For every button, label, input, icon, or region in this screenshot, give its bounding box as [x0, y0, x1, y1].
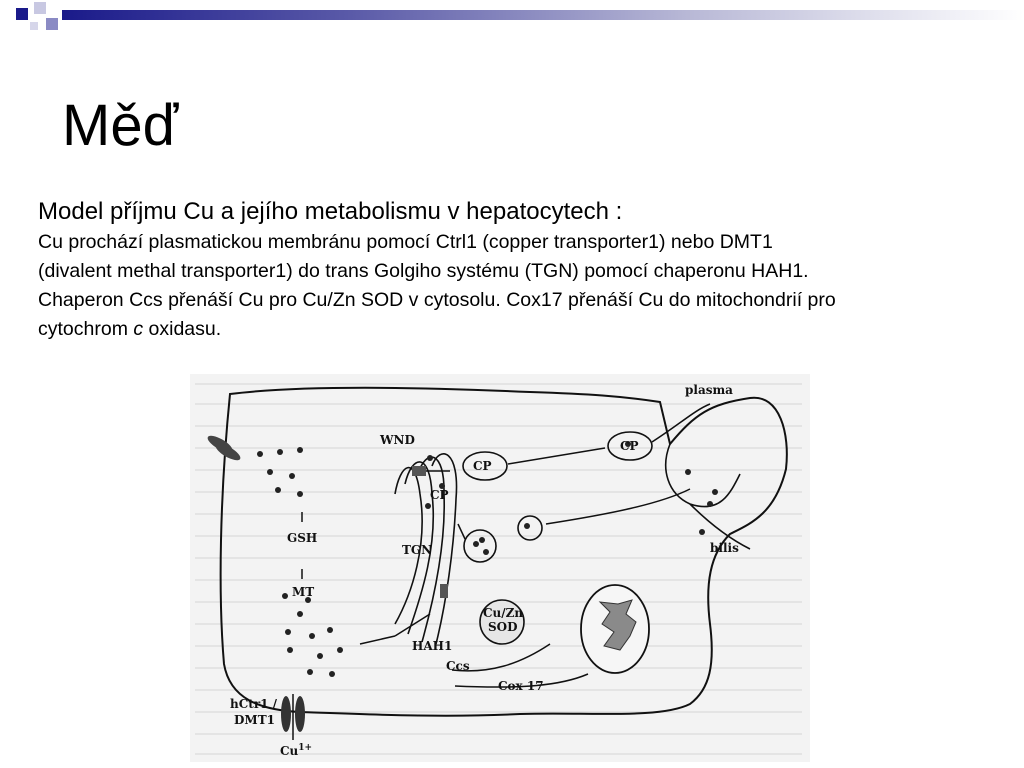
body-line-3: Chaperon Ccs přenáší Cu pro Cu/Zn SOD v cytosolu. Cox17 přenáší Cu do mitochondrií pro [38, 289, 836, 311]
label-sod-2: SOD [488, 620, 518, 634]
body-line-4-start: cytochrom [38, 318, 134, 340]
label-mt: MT [292, 585, 315, 599]
membrane-channel-bottom [281, 694, 305, 740]
body-line-2: (divalent methal transporter1) do trans Golgiho systému (TGN) pomocí chaperonu HAH1. [38, 260, 809, 282]
label-hctr1: hCtr1 / [230, 697, 278, 711]
label-wnd: WND [380, 433, 415, 447]
deco-square-mid [46, 18, 58, 30]
slide-body [38, 196, 988, 344]
deco-square-dark [16, 8, 28, 20]
label-cu-symbol: Cu [280, 744, 299, 758]
hepatocyte-diagram [190, 374, 810, 762]
label-cox17: Cox 17 [498, 679, 544, 693]
body-line-4 [38, 315, 988, 344]
label-cu-ion [280, 743, 312, 758]
label-hah1: HAH1 [412, 639, 453, 653]
label-dmt1: DMT1 [234, 713, 275, 727]
golgi-transporter [440, 584, 448, 598]
body-line-1: Cu prochází plasmatickou membránu pomocí Ctrl1 (copper transporter1) nebo DMT1 [38, 231, 773, 253]
label-cu-charge: 1+ [298, 743, 313, 753]
header-gradient-bar [62, 10, 1024, 20]
body-heading: Model příjmu Cu a jejího metabolismu v hepatocytech : [38, 198, 623, 225]
label-ccs: Ccs [446, 659, 470, 673]
label-sod-1: Cu/Zn [483, 606, 524, 620]
diagram-svg [190, 374, 810, 762]
deco-square-light2 [30, 22, 38, 30]
deco-square-light [34, 2, 46, 14]
mitochondrion [581, 585, 649, 673]
label-cp-plasma: CP [620, 439, 639, 453]
header-decoration [0, 0, 1024, 36]
arrows [302, 404, 710, 687]
slide-title: Měď [62, 93, 179, 158]
label-gsh: GSH [287, 531, 318, 545]
bile-canaliculus [666, 444, 750, 549]
label-cp-golgi: CP [430, 488, 449, 502]
label-cp-vesicle: CP [473, 459, 492, 473]
body-line-4-italic: c [133, 318, 144, 340]
wnd-transporter [412, 466, 426, 476]
label-tgn: TGN [402, 543, 433, 557]
body-line-4-end: oxidasu. [143, 318, 222, 340]
label-plasma: plasma [685, 383, 733, 397]
copper-dots [257, 441, 718, 677]
label-bilis: bilis [710, 541, 739, 555]
